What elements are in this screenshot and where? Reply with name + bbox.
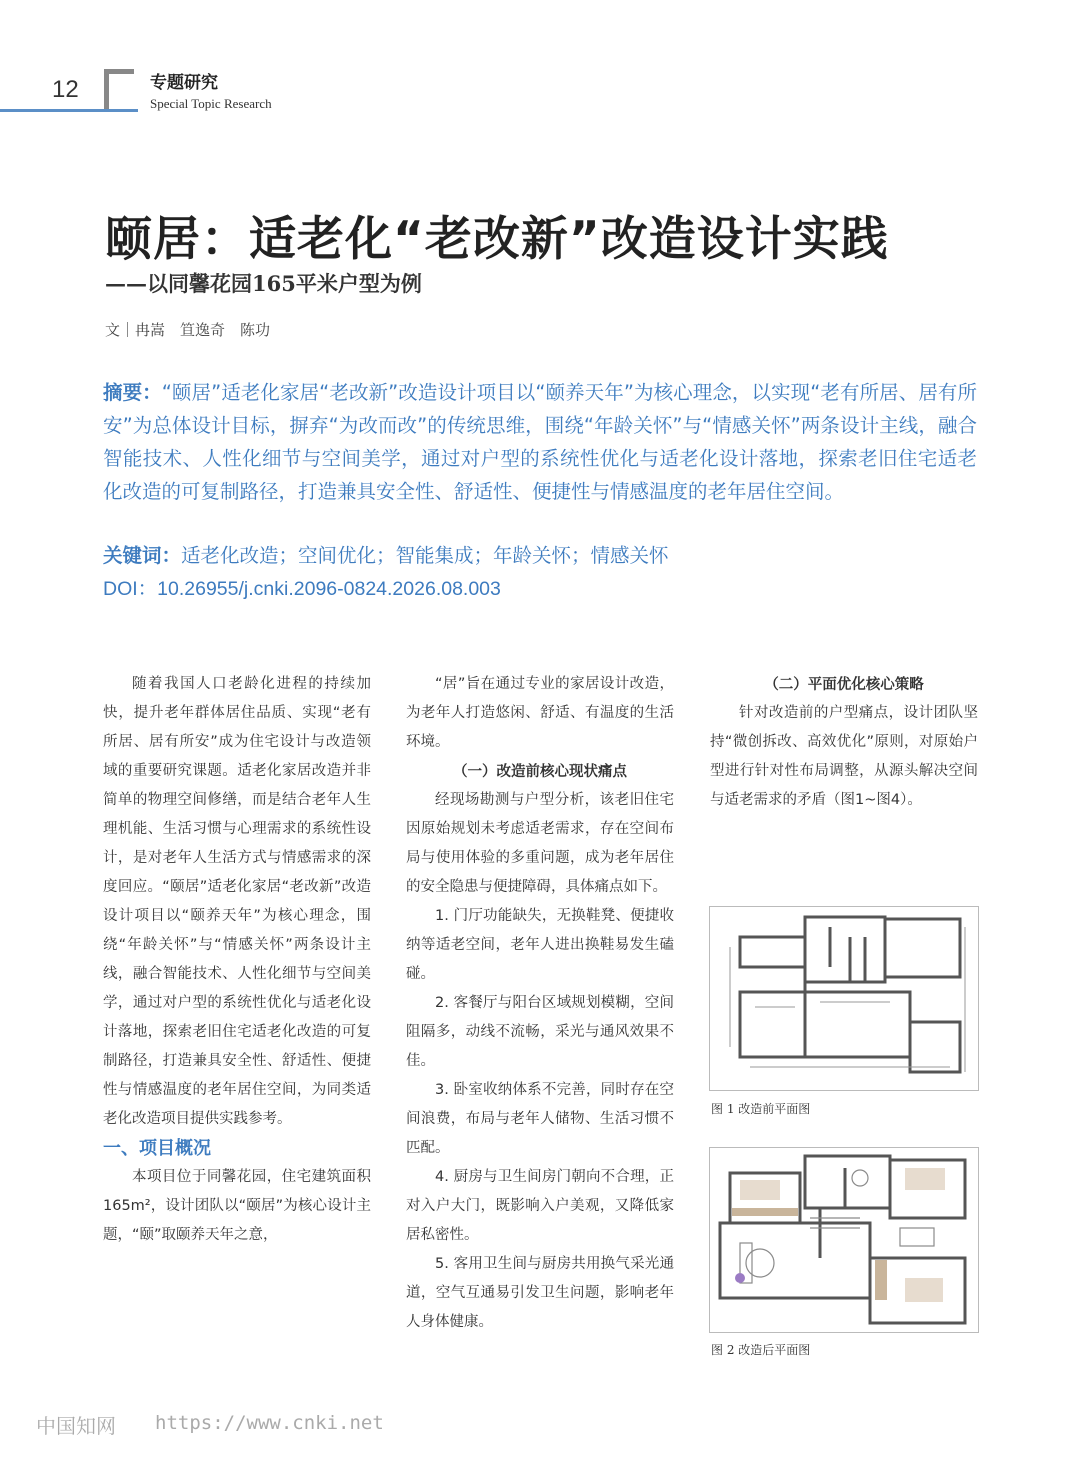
pain-points-intro: 经现场勘测与户型分析，该老旧住宅因原始规划未考虑适老需求，存在空间布局与使用体验的多重问题，成为老年居住的安全隐患与便捷障碍，具体痛点如下。 [406, 792, 674, 895]
intro-paragraph: 随着我国人口老龄化进程的持续加快，提升老年群体居住品质、实现“老有所居、居有所安”成为住宅设计与改造领域的重要研究课题。适老化家居改造并非简单的物理空间修缮，而是结合老年人生理机能、生活习惯与心理需求的系统性设计，是对老年人生活方式与情感需求的深度回应。“颐居”适老化家居“老改新”改造设计项目以“颐养天年”为核心理念，围绕“年龄关怀”与“情感关怀”两条设计主线，融合智能技术、人性化细节与空间美学，通过对户型的系统性优化与适老化设计落地，探索老旧住宅适老化改造的可复制路径，打造兼具安全性、舒适性、便捷性与情感温度的老年居住空间，为同类适老化改造项目提供实践参考。 [103, 676, 371, 1127]
figure-1-floor-plan-before [709, 906, 979, 1091]
pain-point-5: 5. 客用卫生间与厨房共用换气采光通道，空气互通易引发卫生问题，影响老年人身体健康。 [406, 1256, 674, 1330]
header-rule [0, 109, 138, 112]
overview-paragraph: 本项目位于同馨花园，住宅建筑面积165m²，设计团队以“颐居”为核心设计主题，“颐”取颐养天年之意， [103, 1169, 371, 1243]
watermark-brand: 中国知网 [36, 1414, 116, 1438]
abstract [103, 376, 977, 508]
abstract-text: “颐居”适老化家居“老改新”改造设计项目以“颐养天年”为核心理念，以实现“老有所居、居有所安”为总体设计目标，摒弃“为改而改”的传统思维，围绕“年龄关怀”与“情感关怀”两条设计主线，融合智能技术、人性化细节与空间美学，通过对户型的系统性优化与适老化设计落地，探索老旧住宅适老化改造的可复制路径，打造兼具安全性、舒适性、便捷性与情感温度的老年居住空间。 [103, 381, 977, 503]
keywords-label: 关键词： [103, 544, 182, 567]
abstract-label: 摘要： [103, 381, 162, 404]
watermark-url: https://www.cnki.net [155, 1412, 384, 1434]
keywords [103, 540, 669, 568]
article-subtitle: ——以同馨花园165平米户型为例 [105, 271, 422, 296]
section-title-cn: 专题研究 [150, 73, 218, 93]
strategy-paragraph: 针对改造前的户型痛点，设计团队坚持“微创拆改、高效优化”原则，对原始户型进行针对性布局调整，从源头解决空间与适老需求的矛盾（图1~图4）。 [710, 705, 978, 808]
floor-plan-before-drawing [710, 907, 978, 1090]
section-title-en: Special Topic Research [150, 96, 272, 111]
floor-plan-after-drawing [710, 1148, 978, 1332]
subheading-strategy: （二）平面优化核心策略 [764, 676, 924, 693]
figure-2-floor-plan-after [709, 1147, 979, 1333]
page-number: 12 [52, 76, 79, 103]
pain-point-4: 4. 厨房与卫生间房门朝向不合理，正对入户大门，既影响入户美观，又降低家居私密性。 [406, 1169, 674, 1243]
doi: DOI：10.26955/j.cnki.2096-0824.2026.08.003 [103, 578, 501, 600]
figure-1-caption: 图 1 改造前平面图 [711, 1102, 811, 1116]
overview-continued: “居”旨在通过专业的家居设计改造，为老年人打造悠闲、舒适、有温度的生活环境。 [406, 676, 674, 750]
subheading-pain-points: （一）改造前核心现状痛点 [453, 763, 627, 780]
pain-point-3: 3. 卧室收纳体系不完善，同时存在空间浪费，布局与老年人储物、生活习惯不匹配。 [406, 1082, 674, 1156]
pain-point-1: 1. 门厅功能缺失，无换鞋凳、便捷收纳等适老空间，老年人进出换鞋易发生磕碰。 [406, 908, 674, 982]
authors: 文｜冉嵩 笪逸奇 陈功 [105, 321, 271, 339]
article-title: 颐居：适老化“老改新”改造设计实践 [105, 212, 889, 267]
pain-point-2: 2. 客餐厅与阳台区域规划模糊，空间阻隔多，动线不流畅，采光与通风效果不佳。 [406, 995, 674, 1069]
body-column-3 [710, 670, 978, 815]
body-column-1 [103, 670, 371, 1250]
body-column-2 [406, 670, 674, 1337]
keywords-text: 适老化改造；空间优化；智能集成；年龄关怀；情感关怀 [181, 544, 669, 567]
figure-2-caption: 图 2 改造后平面图 [711, 1343, 811, 1357]
section-heading-1: 一、项目概况 [103, 1138, 211, 1159]
header-bracket-decoration [104, 69, 134, 109]
